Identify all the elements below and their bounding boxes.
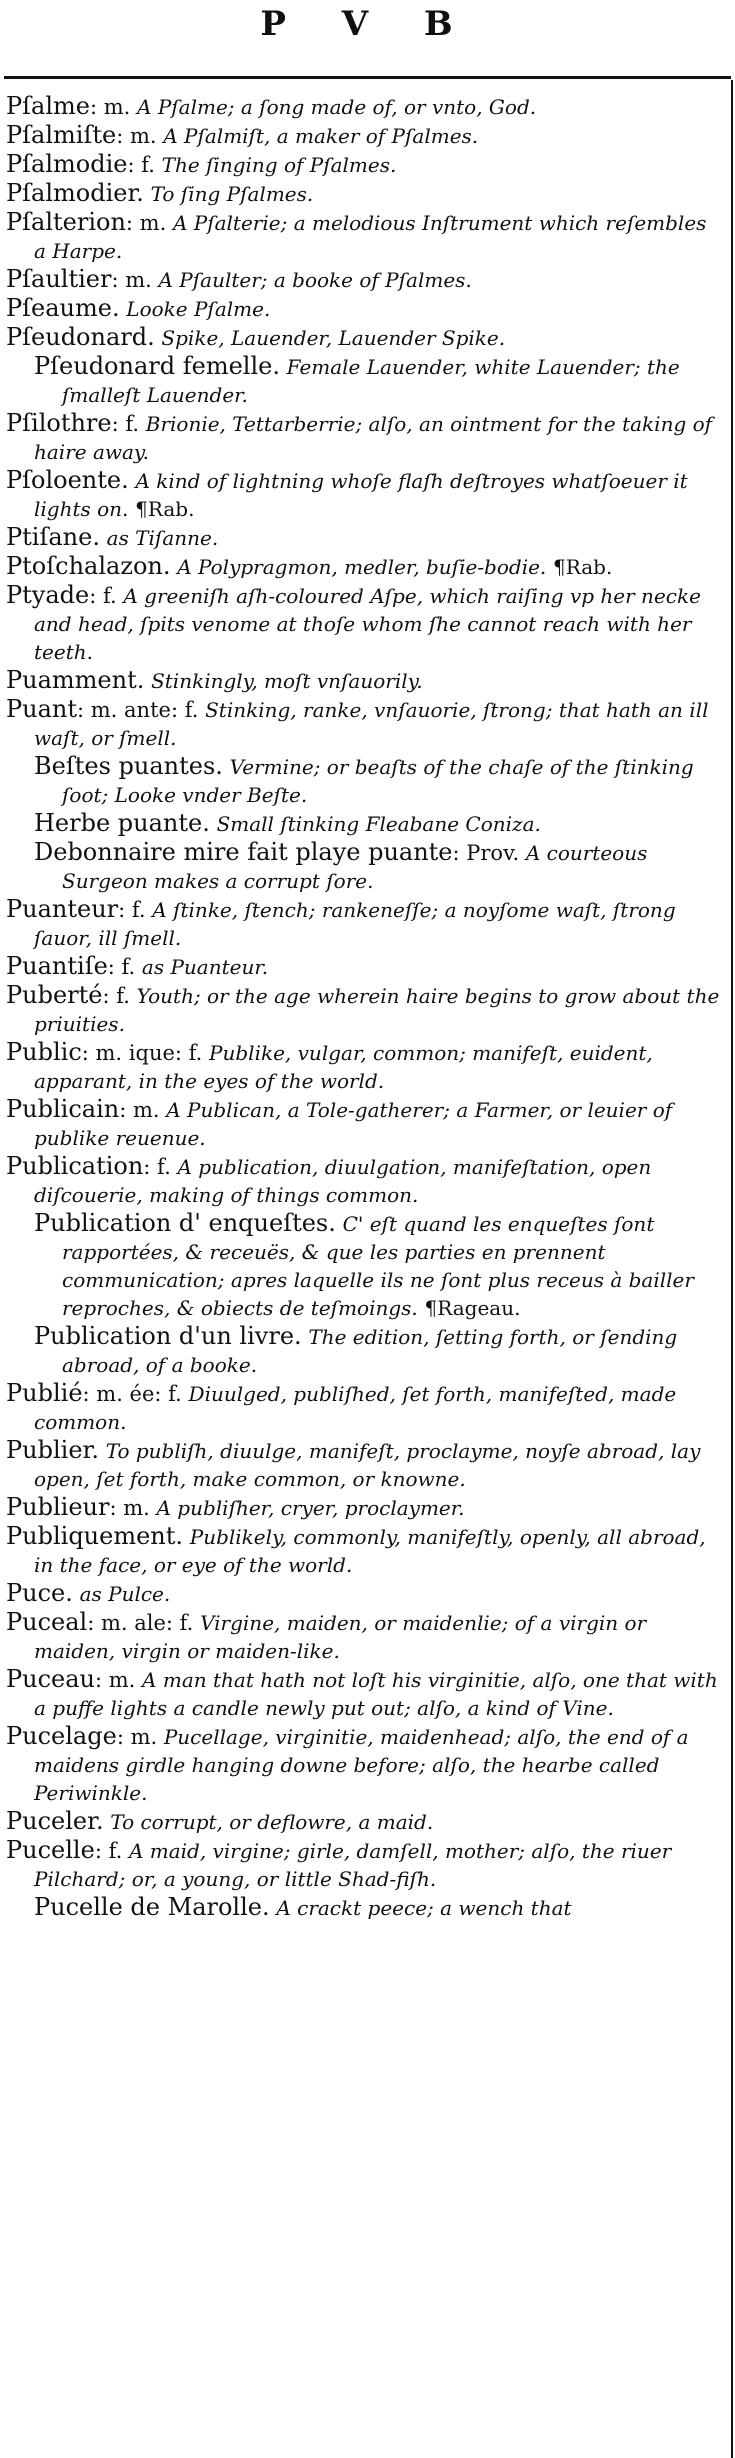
- entry-headword: Publication: [6, 1152, 144, 1180]
- entry-definition: Stinking, ranke, vnſauorie, ſtrong; that hath an ill waſt, or ſmell.: [34, 698, 709, 750]
- dictionary-entry: [6, 809, 720, 838]
- entry-definition: The edition, ſetting forth, or ſending abroad, of a booke.: [62, 1325, 678, 1377]
- page-header: P V B: [260, 4, 475, 44]
- entry-grammar: : m. ique: f.: [81, 1041, 203, 1065]
- dictionary-entry: [6, 265, 720, 294]
- entry-headword: Puberté: [6, 981, 103, 1009]
- entry-definition: A publiſher, cryer, proclaymer.: [156, 1496, 465, 1520]
- entry-definition: The ſinging of Pſalmes.: [161, 153, 397, 177]
- dictionary-entry: [6, 1152, 720, 1209]
- dictionary-entry: [6, 294, 720, 323]
- entry-definition: Female Lauender, white Lauender; the ſmalleſt Lauender.: [62, 355, 680, 407]
- dictionary-entry: [6, 1493, 720, 1522]
- entry-headword: Pucelage: [6, 1722, 117, 1750]
- dictionary-entry: [6, 952, 720, 981]
- dictionary-entry: [6, 581, 720, 666]
- entry-definition: as Pulce.: [79, 1582, 171, 1606]
- entry-definition: To publiſh, diuulge, manifeſt, proclayme, noyſe abroad, lay open, ſet forth, make common, or knowne.: [34, 1439, 701, 1491]
- entry-definition: Stinkingly, moſt vnſauorily.: [151, 669, 423, 693]
- dictionary-entry: [6, 838, 720, 895]
- entry-headword: Ptiſane.: [6, 523, 100, 551]
- entry-grammar: : f.: [118, 898, 146, 922]
- dictionary-entry: [6, 466, 720, 523]
- entry-definition: Brionie, Tettarberrie; alſo, an ointment for the taking of haire away.: [34, 412, 713, 464]
- entry-definition: Small ſtinking Fleabane Coniza.: [216, 812, 541, 836]
- entry-grammar: : f.: [143, 1155, 171, 1179]
- entry-source: ¶Rab.: [552, 555, 613, 579]
- entry-grammar: : m. ée: f.: [82, 1382, 182, 1406]
- dictionary-entry: [6, 981, 720, 1038]
- dictionary-entry: [6, 1095, 720, 1152]
- dictionary-entry: [6, 1807, 720, 1836]
- entry-headword: Pſalmodier.: [6, 179, 144, 207]
- entry-grammar: : Prov.: [452, 841, 520, 865]
- dictionary-entry: [6, 352, 720, 409]
- entry-definition: Spike, Lauender, Lauender Spike.: [161, 326, 506, 350]
- dictionary-entry: [6, 1893, 720, 1922]
- entry-grammar: : m.: [125, 211, 167, 235]
- entry-definition: To corrupt, or deflowre, a maid.: [110, 1810, 434, 1834]
- entry-grammar: : m.: [95, 1668, 136, 1692]
- dictionary-entry: [6, 552, 720, 581]
- entry-definition: A Publican, a Tole-gatherer; a Farmer, or leuier of publike reuenue.: [34, 1098, 673, 1150]
- entry-headword: Pſeudonard femelle.: [34, 352, 280, 380]
- entry-headword: Pſilothre: [6, 409, 112, 437]
- dictionary-entry: [6, 1038, 720, 1095]
- entry-source: ¶Rageau.: [424, 1296, 521, 1320]
- entry-headword: Publication d' enqueſtes.: [34, 1209, 336, 1237]
- entry-headword: Puceau: [6, 1665, 96, 1693]
- dictionary-entry: [6, 1836, 720, 1893]
- dictionary-entries: [6, 92, 720, 1922]
- entry-headword: Public: [6, 1038, 82, 1066]
- entry-definition: A ſtinke, ſtench; rankeneſſe; a noyſome waſt, ſtrong ſauor, ill ſmell.: [34, 898, 676, 950]
- entry-grammar: : m.: [89, 95, 131, 119]
- entry-grammar: : f.: [127, 153, 155, 177]
- entry-definition: A crackt peece; a wench that: [276, 1896, 572, 1920]
- entry-definition: Vermine; or beaſts of the chaſe of the ſtinking ſoot; Looke vnder Beſte.: [62, 755, 694, 807]
- entry-definition: A publication, diuulgation, manifeſtation, open diſcouerie, making of things common.: [34, 1155, 652, 1207]
- entry-definition: Diuulged, publiſhed, ſet forth, manifeſted, made common.: [34, 1382, 677, 1434]
- entry-definition: Pucellage, virginitie, maidenhead; alſo, the end of a maidens girdle hanging downe before; alſo, the hearbe called Periwinkle.: [34, 1725, 689, 1805]
- entry-headword: Pſalme: [6, 92, 90, 120]
- entry-headword: Puant: [6, 695, 78, 723]
- entry-headword: Pucelle: [6, 1836, 95, 1864]
- entry-headword: Pucelle de Marolle.: [34, 1893, 270, 1921]
- entry-headword: Publication d'un livre.: [34, 1322, 302, 1350]
- entry-headword: Puceal: [6, 1608, 88, 1636]
- entry-grammar: : m. ale: f.: [87, 1611, 194, 1635]
- entry-grammar: : m.: [116, 124, 157, 148]
- dictionary-entry: [6, 695, 720, 752]
- entry-grammar: : f.: [111, 412, 140, 436]
- dictionary-entry: [6, 179, 720, 208]
- entry-grammar: : m.: [119, 1098, 160, 1122]
- entry-definition: To ſing Pſalmes.: [150, 182, 314, 206]
- entry-headword: Publier.: [6, 1436, 99, 1464]
- dictionary-entry: [6, 323, 720, 352]
- dictionary-entry: [6, 895, 720, 952]
- column-rule: [731, 80, 733, 2458]
- dictionary-entry: [6, 409, 720, 466]
- entry-definition: A man that hath not loſt his virginitie, alſo, one that with a puffe lights a candle newly put out; alſo, a kind of Vine.: [34, 1668, 718, 1720]
- entry-definition: Virgine, maiden, or maidenlie; of a virgin or maiden, virgin or maiden-like.: [34, 1611, 647, 1663]
- entry-headword: Puantiſe: [6, 952, 108, 980]
- entry-headword: Ptyade: [6, 581, 90, 609]
- entry-headword: Debonnaire mire fait playe puante: [34, 838, 453, 866]
- entry-headword: Pſeudonard.: [6, 323, 155, 351]
- dictionary-entry: [6, 752, 720, 809]
- dictionary-entry: [6, 121, 720, 150]
- entry-definition: Looke Pſalme.: [126, 297, 271, 321]
- entry-definition: A Pſaulter; a booke of Pſalmes.: [158, 268, 472, 292]
- dictionary-entry: [6, 92, 720, 121]
- entry-headword: Pſalterion: [6, 208, 126, 236]
- entry-headword: Beſtes puantes.: [34, 752, 223, 780]
- entry-definition: as Tiſanne.: [106, 526, 219, 550]
- entry-headword: Publicain: [6, 1095, 120, 1123]
- entry-headword: Ptoſchalazon.: [6, 552, 171, 580]
- entry-grammar: : m. ante: f.: [77, 698, 199, 722]
- entry-grammar: : f.: [107, 955, 136, 979]
- entry-headword: Puceler.: [6, 1807, 104, 1835]
- entry-grammar: : f.: [102, 984, 130, 1008]
- entry-headword: Puce.: [6, 1579, 73, 1607]
- dictionary-entry: [6, 208, 720, 265]
- entry-grammar: : f.: [89, 584, 117, 608]
- entry-definition: A Polypragmon, medler, buſie-bodie.: [177, 555, 547, 579]
- entry-definition: A Pſalmiſt, a maker of Pſalmes.: [163, 124, 479, 148]
- header-rule: [4, 76, 731, 79]
- entry-definition: A maid, virgine; girle, damſell, mother; alſo, the riuer Pilchard; or, a young, or little Shad-fiſh.: [34, 1839, 672, 1891]
- entry-definition: A Pſalterie; a melodious Inſtrument which reſembles a Harpe.: [34, 211, 707, 263]
- entry-headword: Publieur: [6, 1493, 110, 1521]
- entry-headword: Pſalmodie: [6, 150, 128, 178]
- entry-definition: A Pſalme; a ſong made of, or vnto, God.: [137, 95, 537, 119]
- entry-grammar: : m.: [116, 1725, 158, 1749]
- entry-source: ¶Rab.: [135, 497, 195, 521]
- dictionary-entry: [6, 1209, 720, 1322]
- entry-headword: Publiquement.: [6, 1522, 184, 1550]
- dictionary-entry: [6, 1522, 720, 1579]
- entry-definition: Publike, vulgar, common; manifeſt, euident, apparant, in the eyes of the world.: [34, 1041, 653, 1093]
- dictionary-entry: [6, 1722, 720, 1807]
- entry-headword: Publié: [6, 1379, 83, 1407]
- entry-headword: Pſaultier: [6, 265, 112, 293]
- dictionary-entry: [6, 1579, 720, 1608]
- dictionary-entry: [6, 1608, 720, 1665]
- dictionary-entry: [6, 666, 720, 695]
- dictionary-entry: [6, 1322, 720, 1379]
- entry-grammar: : m.: [111, 268, 152, 292]
- entry-definition: Publikely, commonly, manifeſtly, openly, all abroad, in the face, or eye of the world.: [34, 1525, 706, 1577]
- entry-headword: Pſoloente.: [6, 466, 129, 494]
- dictionary-entry: [6, 1379, 720, 1436]
- entry-definition: A greeniſh aſh-coloured Aſpe, which raiſing vp her necke and head, ſpits venome at thoſe whom ſhe cannot reach with her teeth.: [34, 584, 701, 664]
- dictionary-entry: [6, 523, 720, 552]
- entry-grammar: : m.: [109, 1496, 150, 1520]
- dictionary-entry: [6, 1436, 720, 1493]
- entry-definition: C' eſt quand les enqueſtes ſont rapportées, & receuës, & que les parties en prennent communication; apres laquelle ils ne ſont plus receus à bailler reproches, & obiects de teſmoings.: [62, 1212, 694, 1320]
- entry-definition: Youth; or the age wherein haire begins to grow about the priuities.: [34, 984, 720, 1036]
- dictionary-entry: [6, 150, 720, 179]
- entry-headword: Herbe puante.: [34, 809, 210, 837]
- entry-headword: Puamment.: [6, 666, 145, 694]
- dictionary-entry: [6, 1665, 720, 1722]
- entry-headword: Puanteur: [6, 895, 119, 923]
- entry-headword: Pſalmiſte: [6, 121, 117, 149]
- entry-definition: A kind of lightning whoſe flaſh deſtroyes whatſoeuer it lights on.: [34, 469, 688, 521]
- entry-definition: A courteous Surgeon makes a corrupt ſore.: [62, 841, 648, 893]
- entry-grammar: : f.: [94, 1839, 123, 1863]
- entry-headword: Pſeaume.: [6, 294, 120, 322]
- entry-definition: as Puanteur.: [141, 955, 269, 979]
